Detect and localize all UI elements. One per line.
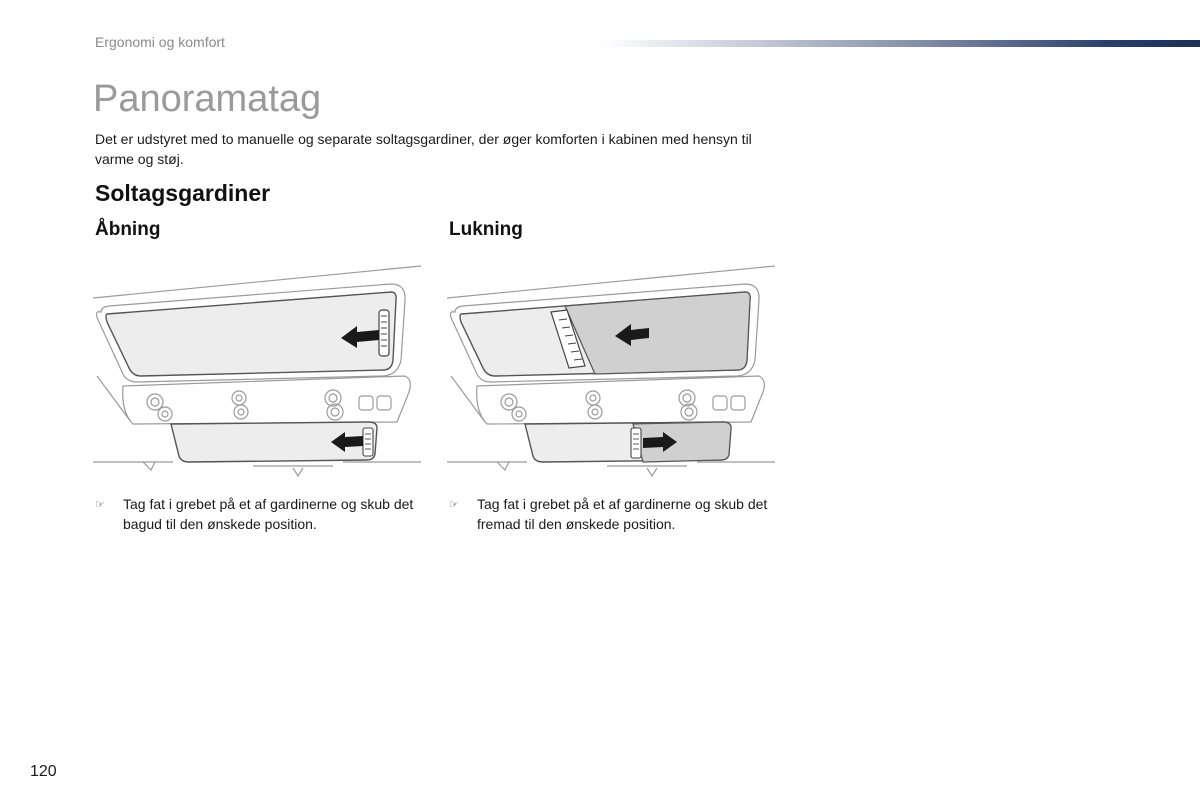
closing-instruction-text: Tag fat i grebet på et af gardinerne og skub det fremad til den ønskede position.	[477, 496, 768, 532]
section-label: Ergonomi og komfort	[95, 34, 225, 50]
pointing-hand-icon: ☞	[449, 498, 459, 511]
closing-instruction	[449, 494, 779, 534]
opening-instruction	[95, 494, 425, 534]
opening-instruction-text: Tag fat i grebet på et af gardinerne og skub det bagud til den ønskede position.	[123, 496, 414, 532]
opening-heading: Åbning	[95, 219, 161, 240]
header-accent-bar	[600, 40, 1200, 47]
intro-paragraph: Det er udstyret med to manuelle og separate soltagsgardiner, der øger komforten i kabinen med hensyn til varme og støj.	[95, 131, 752, 167]
opening-illustration	[93, 262, 421, 484]
page-title: Panoramatag	[93, 78, 322, 120]
section-heading: Soltagsgardiner	[95, 180, 271, 206]
pointing-hand-icon: ☞	[95, 498, 105, 511]
closing-illustration	[447, 262, 775, 484]
closing-heading: Lukning	[449, 219, 523, 240]
page-number: 120	[30, 763, 57, 780]
